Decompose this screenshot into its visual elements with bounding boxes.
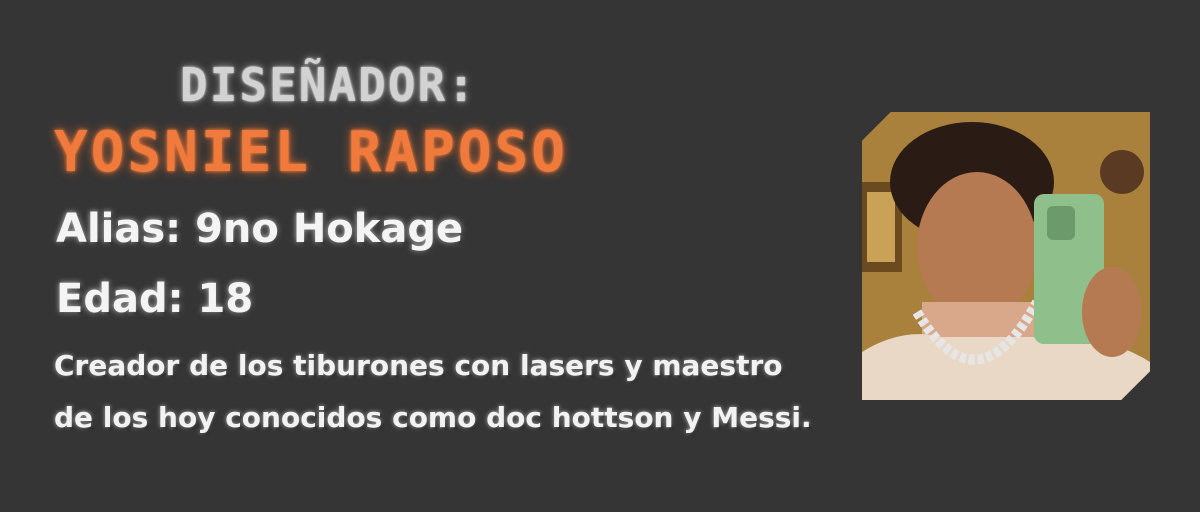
photo-background-person bbox=[1100, 150, 1144, 194]
profile-photo bbox=[862, 112, 1150, 400]
photo-phone-camera bbox=[1047, 206, 1075, 240]
photo-hand bbox=[1082, 267, 1142, 357]
description bbox=[54, 340, 844, 444]
description-line-1: Creador de los tiburones con lasers y maestro bbox=[54, 349, 783, 382]
profile-photo-illustration bbox=[862, 112, 1150, 400]
photo-face bbox=[917, 172, 1037, 322]
photo-picture-inner bbox=[867, 192, 895, 262]
role-title: DISEÑADOR: bbox=[180, 58, 477, 112]
description-line-2: de los hoy conocidos como doc hottson y Messi. bbox=[54, 401, 812, 434]
age-text: Edad: 18 bbox=[56, 276, 254, 322]
alias-text: Alias: 9no Hokage bbox=[56, 206, 464, 252]
designer-name: YOSNIEL RAPOSO bbox=[54, 120, 569, 185]
